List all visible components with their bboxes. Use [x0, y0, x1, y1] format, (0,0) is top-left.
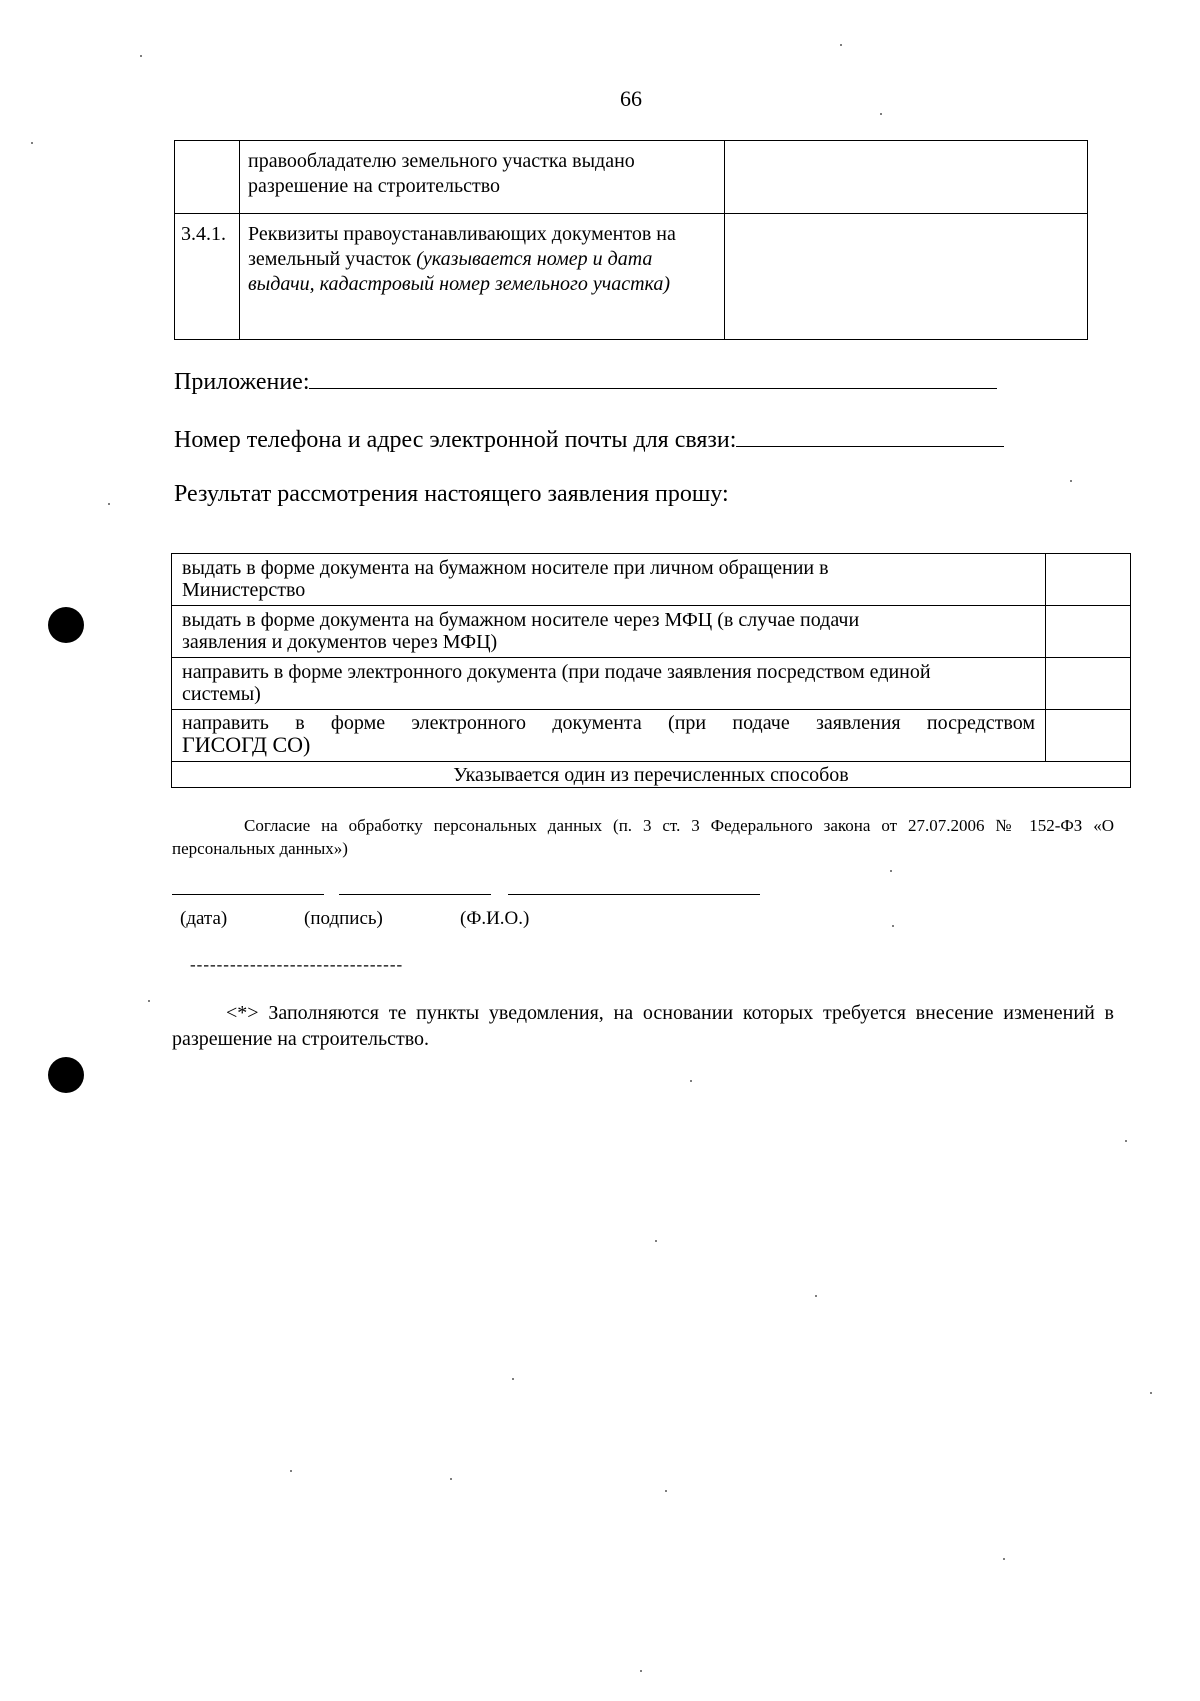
result-heading: Результат рассмотрения настоящего заявления прошу:: [174, 481, 729, 507]
scan-speck: [1125, 1140, 1127, 1142]
scan-speck: [31, 142, 33, 144]
method-option: направить в форме электронного документа (при подаче заявления посредством единой системы): [172, 658, 1046, 710]
method-footer: Указывается один из перечисленных способов: [172, 762, 1131, 788]
method-checkbox[interactable]: [1046, 710, 1131, 762]
footnote: <*> Заполняются те пункты уведомления, на основании которых требуется внесение изменений в разрешение на строительство.: [172, 1002, 1114, 1050]
scan-speck: [108, 503, 110, 505]
scan-speck: [290, 1470, 292, 1472]
signature-line[interactable]: [339, 894, 491, 895]
date-label: (дата): [180, 908, 228, 929]
date-line[interactable]: [172, 894, 324, 895]
method-checkbox[interactable]: [1046, 554, 1131, 606]
table-row: [172, 762, 1131, 788]
requisites-table: [174, 140, 1088, 340]
scan-speck: [1150, 1392, 1152, 1394]
contact-label: Номер телефона и адрес электронной почты для связи:: [174, 427, 737, 453]
scan-speck: [1003, 1558, 1005, 1560]
delivery-method-table: [171, 553, 1131, 788]
appendix-label: Приложение:: [174, 369, 310, 395]
scan-speck: [1070, 480, 1072, 482]
scan-speck: [690, 1080, 692, 1082]
contact-field[interactable]: [736, 424, 1004, 447]
scan-speck: [450, 1478, 452, 1480]
method-checkbox[interactable]: [1046, 606, 1131, 658]
punch-hole: [48, 1057, 84, 1093]
name-line[interactable]: [508, 894, 760, 895]
fill-cell[interactable]: [725, 141, 1088, 214]
row-text: Реквизиты правоустанавливающих документов на земельный участок (указывается номер и дата выдачи, кадастровый номер земельного участка): [240, 214, 725, 340]
scan-speck: [890, 870, 892, 872]
row-text: правообладателю земельного участка выдано разрешение на строительство: [240, 141, 725, 214]
fill-cell[interactable]: [725, 214, 1088, 340]
scan-speck: [655, 1240, 657, 1242]
scan-speck: [148, 1000, 150, 1002]
table-row: [172, 606, 1131, 658]
appendix-row: [174, 366, 997, 396]
scan-speck: [892, 925, 894, 927]
separator: --------------------------------: [190, 955, 404, 974]
scan-speck: [512, 1378, 514, 1380]
method-option: выдать в форме документа на бумажном носителе через МФЦ (в случае подачи заявления и документов через МФЦ): [172, 606, 1046, 658]
row-number: 3.4.1.: [175, 214, 240, 340]
scan-speck: [140, 55, 142, 57]
method-checkbox[interactable]: [1046, 658, 1131, 710]
punch-hole: [48, 607, 84, 643]
row-number: [175, 141, 240, 214]
page-number: 66: [620, 86, 642, 111]
table-row: [172, 658, 1131, 710]
row-hint: (указывается номер и дата выдачи, кадастровый номер земельного участка): [248, 248, 671, 295]
appendix-field[interactable]: [309, 366, 997, 389]
scan-speck: [665, 1490, 667, 1492]
method-option: выдать в форме документа на бумажном носителе при личном обращении в Министерство: [172, 554, 1046, 606]
scan-speck: [640, 1670, 642, 1672]
method-option: направить в форме электронного документа (при подаче заявления посредством ГИСОГД СО): [172, 710, 1046, 762]
signature-label: (подпись): [304, 908, 383, 929]
contact-row: [174, 424, 1004, 454]
consent-text: Согласие на обработку персональных данных (п. 3 ст. 3 Федерального закона от 27.07.2006 № 152-ФЗ «О персональных данных»): [172, 816, 1114, 858]
table-row: [172, 554, 1131, 606]
scan-speck: [880, 113, 882, 115]
table-row: [175, 141, 1088, 214]
name-label: (Ф.И.О.): [460, 908, 530, 929]
scan-speck: [840, 44, 842, 46]
table-row: [172, 710, 1131, 762]
scan-speck: [815, 1295, 817, 1297]
table-row: [175, 214, 1088, 340]
